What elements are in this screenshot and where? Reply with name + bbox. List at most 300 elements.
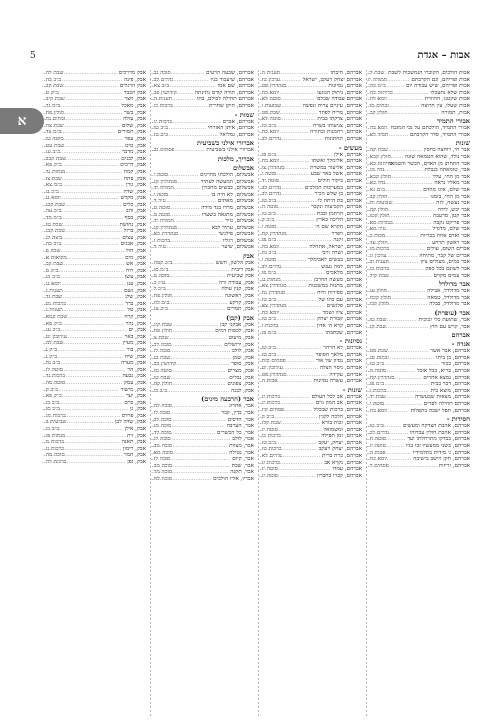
index-entry-term: אבק, גורן .....	[42, 182, 146, 188]
index-entry-reference: אבות ה.	[368, 449, 386, 456]
index-entry-term: אבק, מים .....	[42, 255, 146, 261]
index-entry	[366, 436, 472, 443]
index-entry	[42, 400, 148, 407]
index-entry	[258, 283, 364, 290]
index-entry-reference: פסחים ד.	[368, 462, 389, 469]
index-entry-term: אבק, ברד .....	[42, 301, 146, 307]
index-entry	[150, 355, 256, 362]
index-entry-term: אבר שלם, אינו מהדם .....	[366, 187, 470, 193]
index-entry-term: אברהם, בת היתה לו .....	[258, 198, 362, 204]
index-entry	[42, 182, 148, 189]
index-entry-term: אבק, אש .....	[42, 261, 146, 267]
index-entry	[150, 77, 256, 84]
index-section-heading: אבר (עופרת)	[434, 309, 470, 317]
index-entry	[42, 228, 148, 235]
index-entry	[42, 307, 148, 314]
index-entry	[150, 375, 256, 382]
index-entry-term: אברהם, מריח לפחד .....	[258, 110, 362, 116]
index-entry	[258, 250, 364, 257]
index-entry	[42, 189, 148, 196]
index-entry-reference: ב״ב עה.	[44, 208, 62, 215]
index-entry-reference: קידושין פב.	[152, 89, 177, 96]
index-entry-term: אבשלום, רגליו .....	[150, 238, 254, 244]
index-entry-term: אברהם, עם בתו של .....	[258, 297, 362, 303]
index-entry	[258, 96, 364, 103]
index-entry-reference: סוכה לז.	[152, 348, 171, 355]
index-entry	[258, 365, 364, 372]
index-entry-term: אברהם, הקרא שם ה׳ .....	[258, 224, 362, 230]
index-entry-term: אבר מדולדל, בבלה .....	[366, 301, 470, 307]
index-entry-reference: שבת קה.	[368, 147, 388, 154]
index-entry-reference: פסחים קיז.	[260, 406, 284, 413]
index-entry-reference: שבת צ.	[152, 335, 169, 341]
index-entry	[366, 180, 472, 187]
index-entry-term: אבשלום, מתגאה בשערו .....	[150, 212, 254, 218]
index-entry-reference: ב״ב טז.	[368, 361, 385, 368]
index-entry-term: אבשלום, נזיר .....	[150, 218, 254, 224]
index-entry-reference: חולין קב.	[368, 193, 388, 200]
index-entry	[42, 70, 148, 77]
index-entry	[366, 266, 472, 273]
index-entry-term: אבר פריקט נקבה .....	[366, 220, 470, 226]
index-entry-term: אבק, ים .....	[42, 327, 146, 333]
index-entry-term: אבק, עבודה זרה .....	[150, 280, 254, 286]
index-entry-reference: יומא נג.	[44, 281, 61, 287]
index-entry-term: אבר ואדם אחת בבריות .....	[366, 233, 470, 239]
index-entry	[258, 136, 364, 143]
index-entry-reference: סוטה מה.	[44, 379, 66, 386]
index-entry	[366, 324, 472, 331]
index-entry-reference: ב״מ צד.	[44, 129, 62, 136]
index-entry-reference: סנהדרין צא.	[260, 283, 287, 290]
index-entry	[150, 463, 256, 470]
index-entry-reference: ב״ב קסה.	[152, 260, 173, 267]
index-entry	[150, 198, 256, 205]
index-entry-term: אברהם, הליכה בארץ .....	[258, 217, 362, 223]
index-entry	[366, 450, 472, 457]
index-entry	[42, 281, 148, 288]
index-entry	[366, 132, 472, 139]
index-entry-reference: ברכות כו.	[152, 102, 173, 109]
index-entry-reference: כריתות כא.	[368, 160, 393, 167]
index-entry-reference: ב״ב ק.	[260, 217, 275, 224]
index-entry-reference: ב״מ פו.	[260, 329, 277, 336]
index-entry-term: אבק, גן .....	[42, 406, 146, 412]
index-entry-reference: שבת קיב.	[44, 96, 65, 103]
index-entry-reference: כריתות כה.	[368, 89, 393, 96]
index-entry-term: אבק, קמח .....	[42, 169, 146, 175]
index-entry-term: אבק, טיט .....	[42, 143, 146, 149]
index-entry-term: אברהם, נקרא אב .....	[258, 460, 362, 466]
index-entry	[258, 185, 364, 192]
index-entry	[366, 70, 472, 77]
index-entry-reference: חולין פח.	[44, 109, 65, 116]
index-entry-term: אבשלום, מרדו בגד מידה .....	[150, 205, 254, 211]
index-entry-term: אבק, ירושלים .....	[150, 342, 254, 348]
index-entry	[42, 96, 148, 103]
index-entry-reference: נדרים לב.	[260, 191, 282, 198]
index-entry	[42, 83, 148, 90]
index-entry-term: אבק, הר .....	[42, 367, 146, 373]
index-entry	[258, 316, 364, 323]
index-entry-reference: ברכות מ.	[44, 439, 64, 446]
index-entry-term: אברהם, ושרה ורבי .....	[258, 250, 362, 256]
index-entry	[366, 90, 472, 97]
index-entry-term: אבק, טל .....	[42, 307, 146, 313]
index-entry-term: אבר, בדין, קבר .....	[150, 410, 254, 416]
index-entry	[42, 452, 148, 459]
index-entry	[150, 225, 256, 232]
index-entry-term: אברהם, ניתוק הנוגעו .....	[258, 90, 362, 96]
index-entry-reference: סוכה מב.	[152, 462, 173, 469]
index-entry	[150, 132, 256, 139]
index-entry	[42, 321, 148, 328]
index-entry	[258, 152, 364, 159]
index-entry-term: אברהם, מוצא בית .....	[366, 388, 470, 394]
index-entry-reference: ביצה לג.	[44, 234, 63, 241]
index-entry	[42, 123, 148, 130]
index-entry-term: אבק, מיעוט .....	[150, 335, 254, 341]
index-entry	[150, 368, 256, 375]
index-entry-term: אבק, תאנה .....	[42, 439, 146, 445]
index-entry-term: אבשלום, שיער .....	[150, 244, 254, 250]
index-entry-reference: ב״ב ק.	[260, 413, 275, 420]
index-entry-reference: שבת כג.	[152, 354, 171, 361]
index-entry-reference: עירובין יט.	[260, 364, 283, 371]
index-entry-term: אברהם, לא הרהר .....	[258, 345, 362, 351]
index-entry-reference: נדרים לב.	[368, 429, 390, 436]
index-entry-reference: ב״ב כז.	[44, 399, 60, 406]
index-entry-reference: שבת קכג.	[44, 228, 66, 235]
index-entry	[42, 360, 148, 367]
index-entry	[150, 280, 256, 287]
index-entry	[366, 226, 472, 233]
index-entry-term: אבר התחתן מן האדם, הכשר והטמאה .....	[366, 161, 470, 167]
index-entry-term: אבק, מעיין .....	[42, 340, 146, 346]
index-entry	[366, 423, 472, 430]
index-entry-term: אבק, רימון .....	[42, 446, 146, 452]
index-entry-reference: ב״ב כו.	[152, 387, 168, 394]
index-entry	[258, 178, 364, 185]
index-entry	[42, 162, 148, 169]
index-entry	[150, 300, 256, 307]
index-entry-term: אבק, מדבר .....	[42, 149, 146, 155]
index-entry-term: אברהם, גמליאל .....	[150, 132, 254, 138]
index-entry	[258, 303, 364, 310]
index-entry	[42, 176, 148, 183]
index-entry-reference: שבת קלז.	[260, 420, 281, 427]
index-column-2	[258, 70, 364, 718]
page-header	[30, 50, 470, 64]
index-entry	[258, 165, 364, 172]
index-entry-term: אבק הלשון, חשש .....	[150, 260, 254, 266]
index-entry	[258, 466, 364, 473]
index-entry-term: אברהם, בכור .....	[366, 361, 470, 367]
index-entry	[366, 408, 472, 415]
index-entry-term: אברהם, בשני ממעשיו זכו בניו .....	[366, 443, 470, 449]
index-entry-reference: יומא נג.	[44, 195, 61, 202]
index-entry-reference: סוכה לז.	[152, 456, 171, 463]
index-section-heading: אבורי התמיד	[437, 117, 470, 126]
index-entry-reference: סוטה יד.	[260, 177, 279, 184]
index-entry	[42, 426, 148, 433]
index-entry	[366, 381, 472, 388]
index-entry	[42, 406, 148, 413]
index-entry	[258, 345, 364, 352]
index-section-heading: אבר (הרבעה מינים)	[201, 395, 254, 404]
index-entry-reference: קידושין כב.	[152, 361, 177, 368]
index-entry	[150, 403, 256, 410]
index-entry	[366, 167, 472, 174]
index-entry-reference: סוכה מה.	[44, 452, 65, 459]
index-entry	[258, 427, 364, 434]
index-entry	[366, 317, 472, 324]
index-entry-term: אבר, שבת .....	[150, 463, 254, 469]
index-entry-reference: סוטה י.	[152, 191, 169, 198]
index-entry-term: אבק, ראשונה .....	[150, 293, 254, 299]
index-entry-term: אבק, שדה לבן .....	[42, 419, 146, 425]
index-entry-term: אבק, קרקע .....	[150, 300, 254, 306]
index-entry	[150, 205, 256, 212]
index-entry-reference: שבת פט.	[368, 348, 388, 355]
index-entry-reference: ב״מ נא.	[368, 186, 385, 193]
index-entry-term: אבק, כלים .....	[42, 202, 146, 208]
index-entry-reference: סוכה לח.	[152, 475, 173, 482]
index-entry	[42, 116, 148, 123]
index-entry-reference: סוטה י.	[260, 257, 277, 264]
index-entry	[258, 204, 364, 211]
index-entry-term: אבות שקטנו, ההוזרת .....	[366, 96, 470, 102]
index-entry-term: אברהם, שכתבתו .....	[258, 330, 362, 336]
index-entry	[42, 195, 148, 202]
index-entry-reference: נדרים לב.	[260, 135, 282, 142]
index-entry-term: אברהם, תחתונות .....	[258, 136, 362, 142]
index-entry-term: אבק, ענן .....	[42, 281, 146, 287]
index-entry	[150, 469, 256, 476]
index-entry-term: אבק, לכסות דמים .....	[150, 328, 254, 334]
index-entry-reference: ב״ב ל.	[152, 286, 166, 293]
index-entry-term: אבק, קרח .....	[42, 314, 146, 320]
index-entry-term: אבר קטן, סרעבה .....	[366, 213, 470, 219]
index-entry	[150, 267, 256, 274]
index-entry-reference: סוטה ה.	[368, 367, 386, 374]
index-entry	[366, 301, 472, 308]
index-entry-term: אברהם, ציוו ושמר .....	[258, 310, 362, 316]
index-entry	[42, 387, 148, 394]
index-entry	[366, 456, 472, 463]
index-entry-term: אברהם, תורה קודם נתינתה .....	[150, 90, 254, 96]
index-entry	[366, 463, 472, 470]
index-entry	[150, 430, 256, 437]
index-entry	[150, 96, 256, 103]
index-entry-term: אבק, תמר .....	[42, 452, 146, 458]
index-entry	[366, 253, 472, 260]
index-entry	[42, 77, 148, 84]
index-entry-reference: יומא כה.	[368, 125, 388, 132]
index-entry-reference: סוכה לו.	[152, 409, 171, 416]
index-entry-reference: חולין קכ.	[368, 109, 388, 116]
index-entry-reference: זבחים נח.	[44, 116, 66, 123]
index-entry-reference: סוכה מב.	[152, 442, 173, 449]
index-entry	[258, 323, 364, 330]
index-entry	[366, 355, 472, 362]
index-entry-reference: שבת נד.	[44, 294, 63, 301]
index-entry-reference: שבת טז.	[44, 221, 63, 228]
index-entry-reference: ב״מ נד.	[44, 102, 61, 109]
index-entry-term: אברהם, צדקתו בבית .....	[258, 116, 362, 122]
index-entry	[150, 348, 256, 355]
index-entry	[366, 388, 472, 395]
index-entry-term: אברהם, בריא, בכל אוכל .....	[366, 368, 470, 374]
index-entry	[366, 154, 472, 161]
index-entry-term: אברהם, מלאכים .....	[258, 270, 362, 276]
index-entry	[150, 306, 256, 313]
index-entry-reference: נדרים לב.	[152, 76, 174, 83]
index-entry-reference: תמורה יד.	[152, 218, 174, 225]
index-entry	[150, 218, 256, 225]
index-entry	[258, 270, 364, 277]
index-entry-term: אברהם, כרת ברית .....	[258, 453, 362, 459]
index-entry	[366, 246, 472, 253]
index-entry	[42, 136, 148, 143]
index-section-heading: אבק	[243, 252, 254, 261]
index-entry-reference: תענית ג.	[44, 307, 63, 314]
index-entry	[150, 103, 256, 110]
index-entry	[258, 352, 364, 359]
index-entry-reference: סוכה מג.	[152, 423, 172, 430]
index-entry	[42, 459, 148, 466]
index-entry-term: אבק, כסף .....	[42, 215, 146, 221]
index-entry-term: אבשלום, לא היה בו .....	[150, 192, 254, 198]
index-entry-reference: חולין קטו.	[368, 213, 390, 220]
index-entry-term: אבר ראשון תרחע .....	[366, 240, 470, 246]
index-entry-reference: ברכות לה.	[44, 459, 67, 466]
index-entry	[150, 172, 256, 179]
index-entry	[150, 381, 256, 388]
index-entry	[42, 274, 148, 281]
index-entry-reference: ב״מ כה:	[368, 83, 386, 90]
index-entry	[42, 103, 148, 110]
index-entry-term: אברהם, חיבתו .....	[258, 70, 362, 76]
index-entry-reference: יומא כח.	[260, 309, 280, 316]
index-entry	[42, 367, 148, 374]
index-entry-term: אבק, גשם .....	[42, 288, 146, 294]
index-entry-term: אברהם, קברו בחברון .....	[258, 473, 362, 479]
index-entry-reference: ב״ב עג.	[44, 327, 61, 334]
index-entry-reference: ב״ב טז.	[260, 439, 277, 446]
index-entry-reference: ב״ב טז.	[260, 296, 277, 303]
index-entry-term: אבשלום, המעשה לעתיד .....	[150, 179, 254, 185]
index-entry	[42, 208, 148, 215]
index-entry-reference: מנחות פו.	[44, 432, 66, 439]
index-entry-term: אברהם, הקביעות ונקבר .....	[258, 204, 362, 210]
index-entry-reference: שבת פט.	[260, 109, 280, 116]
index-entry-reference: שבת קיד.	[368, 272, 389, 279]
index-entry-reference: ברכות כז.	[368, 266, 389, 273]
index-entry	[366, 96, 472, 103]
index-entry-term: אבק, לבנים .....	[42, 156, 146, 162]
index-entry	[42, 149, 148, 156]
index-entry-term: אבר מאליו נראה .....	[366, 180, 470, 186]
index-entry-reference: חולין קה.	[368, 206, 389, 213]
index-entry-reference: חולין קכח.	[368, 294, 391, 301]
index-entry-term: אברהם, בבדקו מתרחלתו ועד .....	[366, 436, 470, 442]
index-entry-term: אבר מן החי, בזמנו .....	[366, 194, 470, 200]
index-entry	[150, 450, 256, 457]
index-entry-term: אבק, עצים .....	[42, 235, 146, 241]
index-entry	[258, 453, 364, 460]
index-entry-term: אבות, תמורה .....	[366, 110, 470, 116]
index-entry-reference: נדרים לב.	[260, 184, 282, 191]
index-entry-term: אבק, חמורים .....	[42, 129, 146, 135]
index-entry-term: אברים של קבר, מתיחה .....	[366, 253, 470, 259]
index-entry-term: אברהם, זריזות .....	[366, 463, 470, 469]
index-entry	[150, 185, 256, 192]
index-section-heading: אבר מדולדל	[438, 280, 470, 289]
index-entry-term: אבק, נבלים .....	[150, 375, 254, 381]
index-entry	[42, 327, 148, 334]
index-entry-term: אבק מדרכים .....	[42, 70, 146, 76]
index-entry	[42, 261, 148, 268]
index-entry-term: אברהם, בן שלש הכיר .....	[258, 191, 362, 197]
index-entry-reference: ב״ב טו.	[260, 345, 276, 352]
index-entry-term: אבר לשונם בכל ספק .....	[366, 266, 470, 272]
index-entry-term: אבק, רוח .....	[42, 268, 146, 274]
index-entry-term: אברהם, ניסוי הצלה .....	[258, 365, 362, 371]
index-entry-term: אברהם, נמצא אחרים .....	[366, 375, 470, 381]
index-entry-reference: סוטה לא.	[260, 116, 281, 123]
index-entry	[366, 103, 472, 110]
index-entry-term: אבר נעשה, לזה .....	[366, 200, 470, 206]
index-entry-term: אבר עמים מקוים .....	[366, 273, 470, 279]
index-entry-reference: ב״ב ק.	[44, 386, 59, 393]
index-entry-term: אברהם, תיקן שחרית .....	[150, 103, 254, 109]
index-entry	[258, 460, 364, 467]
index-entry-term: אבק, גבעה .....	[42, 373, 146, 379]
index-entry	[150, 293, 256, 300]
index-entry-term: אבק, אבקני קבן .....	[150, 322, 254, 328]
index-entry-reference: שבת יד.	[368, 394, 386, 401]
index-entry-term: אברהם, ברכות שבכלל .....	[258, 407, 362, 413]
index-entry-term: אבר, מצוות .....	[150, 443, 254, 449]
index-entry-reference: תמורה יז	[368, 76, 387, 83]
index-entry-term: אבק הכבד .....	[42, 90, 146, 96]
index-entry-term: אברהם, נסיון של אור .....	[258, 358, 362, 364]
index-entry-reference: סוכה מא.	[152, 449, 173, 456]
index-entry	[366, 200, 472, 207]
index-entry	[42, 235, 148, 242]
index-entry-reference: שבת ל:	[368, 70, 385, 76]
index-entry-reference: שבועות ו.	[260, 102, 282, 109]
index-entry-term: אבק שביעית .....	[150, 273, 254, 279]
index-section-heading: אגדה -	[451, 340, 470, 349]
index-entry	[150, 436, 256, 443]
index-entry-reference: סוטה ה.	[260, 204, 278, 211]
index-entry-term: אבק, פינה .....	[42, 77, 146, 83]
index-entry	[366, 273, 472, 280]
index-entry-term: אבק, פתח .....	[42, 176, 146, 182]
index-entry-reference: סוכה לב.	[152, 416, 172, 423]
index-entry-term: אברהם, איתן האזרחי .....	[150, 125, 254, 131]
index-entry-term: אבר, כל הכשרים .....	[150, 430, 254, 436]
index-entry-term: אבק, כרם .....	[42, 400, 146, 406]
index-entry-reference: ברכות נט.	[44, 300, 66, 307]
index-entry-reference: סנהדרין צו.	[260, 164, 285, 171]
index-entry	[150, 231, 256, 238]
index-entry-term: אבק, מישור .....	[42, 387, 146, 393]
index-entry-reference: ב״ב טו.	[152, 125, 168, 132]
index-entry-term: אבק, עמק .....	[42, 380, 146, 386]
